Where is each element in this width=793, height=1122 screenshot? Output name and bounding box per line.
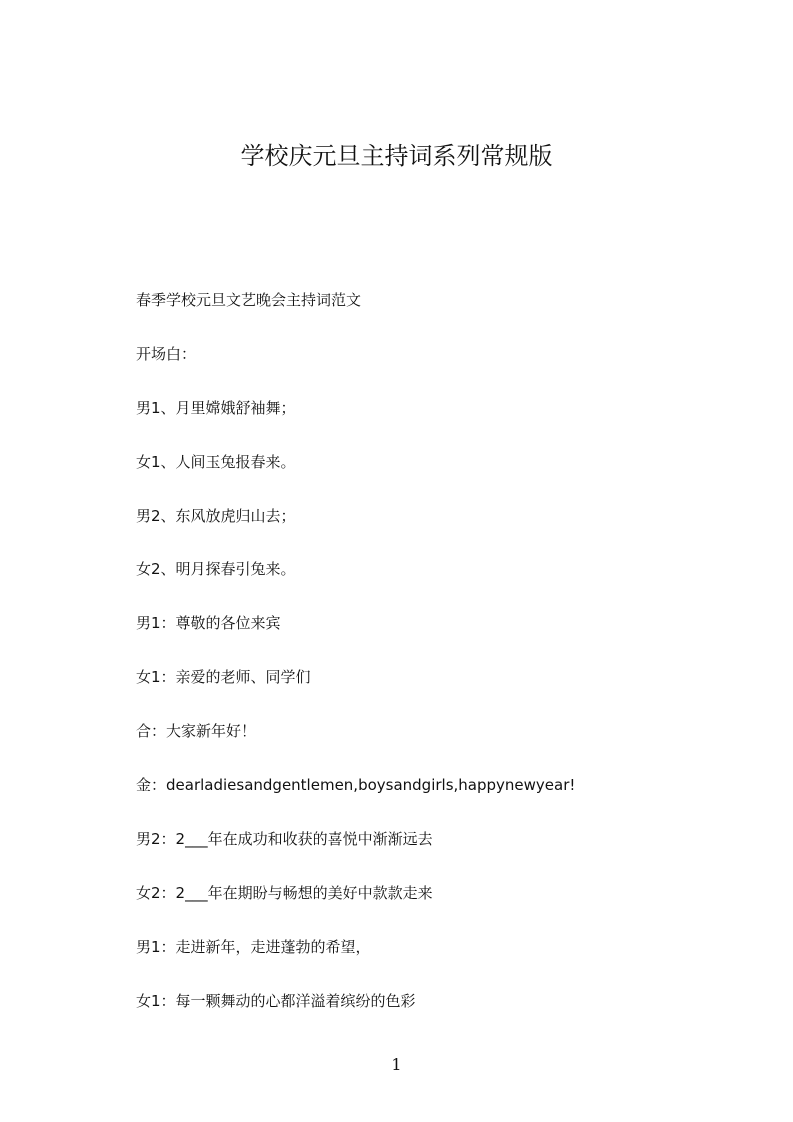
text-line: 女2：2___年在期盼与畅想的美好中款款走来 <box>136 883 433 902</box>
text-line: 开场白： <box>136 344 197 363</box>
text-line: 女1、人间玉兔报春来。 <box>136 452 296 471</box>
document-body <box>136 288 736 1042</box>
page-number: 1 <box>391 1055 402 1074</box>
text-line: 男2、东风放虎归山去； <box>136 506 296 525</box>
text-line: 男1、月里嫦娥舒袖舞； <box>136 398 296 417</box>
text-line: 金：dearladiesandgentlemen,boysandgirls,happynewyear! <box>136 776 576 795</box>
text-line: 合：大家新年好！ <box>136 722 257 741</box>
text-line: 女1：亲爱的老师、同学们 <box>136 668 311 687</box>
text-line: 男1：走进新年，走进蓬勃的希望， <box>136 937 371 956</box>
document-title: 学校庆元旦主持词系列常规版 <box>240 142 553 170</box>
text-line: 男1：尊敬的各位来宾 <box>136 614 281 633</box>
text-line: 女2、明月探春引兔来。 <box>136 560 296 579</box>
text-line: 春季学校元旦文艺晚会主持词范文 <box>136 291 362 309</box>
text-line: 男2：2___年在成功和收获的喜悦中渐渐远去 <box>136 829 433 848</box>
text-line: 女1：每一颗舞动的心都洋溢着缤纷的色彩 <box>136 991 416 1010</box>
